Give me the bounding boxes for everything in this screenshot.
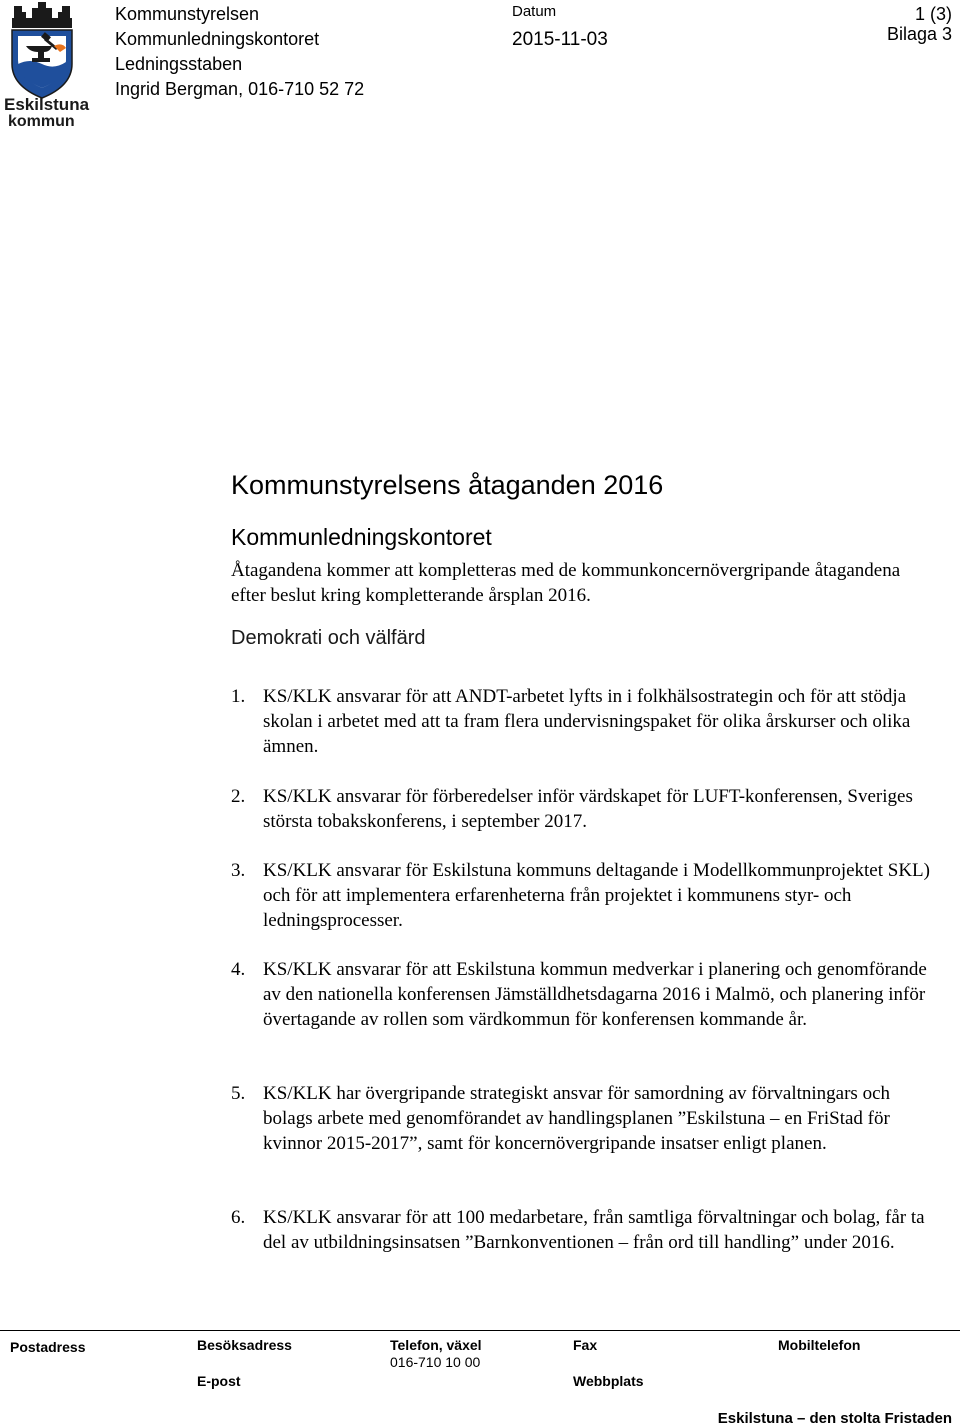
page-number: 1 (3) xyxy=(914,4,952,24)
logo-text-line2: kommun xyxy=(8,113,75,130)
list-item xyxy=(231,1081,931,1156)
list-item-number: 3. xyxy=(231,860,246,881)
footer-phone-label: Telefon, växel xyxy=(390,1337,482,1353)
list-item-number: 4. xyxy=(231,959,246,980)
footer-phone-value: 016-710 10 00 xyxy=(390,1354,481,1370)
list-item-number: 5. xyxy=(231,1083,246,1104)
list-item xyxy=(231,1205,931,1255)
org-department: Kommunledningskontoret xyxy=(115,29,320,49)
footer-visit-label: Besöksadress xyxy=(197,1337,292,1353)
footer-fax-label: Fax xyxy=(573,1337,598,1353)
list-item-number: 1. xyxy=(231,686,246,707)
attachment-label: Bilaga 3 xyxy=(886,24,952,44)
list-item-number: 6. xyxy=(231,1207,246,1228)
list-item-number: 2. xyxy=(231,786,246,807)
footer-email-label: E-post xyxy=(197,1373,241,1389)
list-item-text: KS/KLK ansvarar för Eskilstuna kommuns deltagande i Modellkommunprojektet SKL) och för att implementera erfarenheterna från projektet i kommunens styr- och ledningsprocesser. xyxy=(263,860,930,931)
date-value: 2015-11-03 xyxy=(512,29,608,50)
contact-person: Ingrid Bergman, 016-710 52 72 xyxy=(115,79,365,99)
footer-web-label: Webbplats xyxy=(573,1373,644,1389)
list-item-text: KS/KLK ansvarar för att Eskilstuna kommun medverkar i planering och genomförande av den nationella konferensen Jämställdhetsdagarna 2016 i Malmö, och planering inför övertagande av rollen som värdkommun för konferensen kommande år. xyxy=(263,959,927,1030)
section-heading: Demokrati och välfärd xyxy=(231,627,426,649)
document-subtitle: Kommunledningskontoret xyxy=(231,524,492,550)
footer-divider xyxy=(0,1330,960,1331)
footer-mobile-label: Mobiltelefon xyxy=(778,1337,861,1353)
org-unit: Ledningsstaben xyxy=(115,54,243,74)
list-item xyxy=(231,858,931,933)
list-item-text: KS/KLK ansvarar för att 100 medarbetare, från samtliga förvaltningar och bolag, får ta del av utbildningsinsatsen ”Barnkonventionen – från ord till handling” under 2016. xyxy=(263,1207,925,1253)
document-title: Kommunstyrelsens åtaganden 2016 xyxy=(231,470,664,500)
logo-text-line1: Eskilstuna xyxy=(4,95,90,114)
list-item xyxy=(231,784,931,834)
list-item-text: KS/KLK ansvarar för att ANDT-arbetet lyfts in i folkhälsostrategin och för att stödja skolan i arbetet med att ta fram flera undervisningspaket för olika årskurser och olika ämnen. xyxy=(263,686,911,757)
org-name: Kommunstyrelsen xyxy=(115,4,260,24)
date-label: Datum xyxy=(512,3,557,20)
list-item-text: KS/KLK har övergripande strategiskt ansvar för samordning av förvaltningars och bolags arbete med genomförandet av handlingsplanen ”Eskilstuna – en FriStad för kvinnor 2015-2017”, samt för koncernövergripande insatser enligt planen. xyxy=(263,1083,891,1154)
list-item xyxy=(231,957,931,1032)
footer-postal-label: Postadress xyxy=(10,1339,86,1355)
footer-slogan: Eskilstuna – den stolta Fristaden xyxy=(717,1410,952,1427)
intro-paragraph: Åtagandena kommer att kompletteras med de kommunkoncernövergripande åtagandena efter beslut kring kompletterande årsplan 2016. xyxy=(231,560,901,606)
list-item xyxy=(231,684,931,759)
list-item-text: KS/KLK ansvarar för förberedelser inför värdskapet för LUFT-konferensen, Sveriges största tobakskonferens, i september 2017. xyxy=(263,786,913,832)
